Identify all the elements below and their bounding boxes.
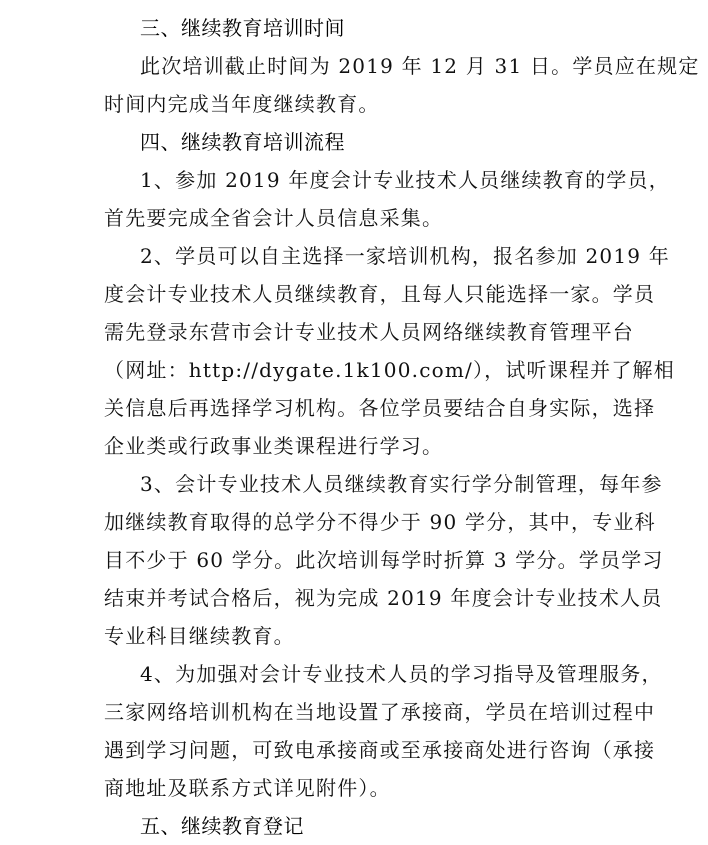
paragraph-line: 专业科目继续教育。 — [104, 624, 295, 648]
paragraph-line: 商地址及联系方式详见附件）。 — [104, 776, 391, 800]
section-heading-5: 五、继续教育登记 — [140, 814, 304, 838]
paragraph-line: 三家网络培训机构在当地设置了承接商，学员在培训过程中 — [104, 700, 656, 724]
paragraph-line: 4、为加强对会计专业技术人员的学习指导及管理服务， — [140, 662, 663, 686]
paragraph-line: 结束并考试合格后，视为完成 2019 年度会计专业技术人员 — [104, 586, 663, 610]
paragraph-line: 1、参加 2019 年度会计专业技术人员继续教育的学员， — [140, 168, 670, 192]
paragraph-line: 度会计专业技术人员继续教育，且每人只能选择一家。学员 — [104, 282, 656, 306]
section-heading-3: 三、继续教育培训时间 — [140, 16, 345, 40]
paragraph-line-url: （网址：http://dygate.1k100.com/），试听课程并了解相 — [104, 358, 675, 382]
paragraph-line: 加继续教育取得的总学分不得少于 90 学分，其中，专业科 — [104, 510, 656, 534]
paragraph-line: 企业类或行政事业类课程进行学习。 — [104, 434, 444, 458]
paragraph-line: 遇到学习问题，可致电承接商或至承接商处进行咨询（承接 — [104, 738, 656, 762]
paragraph-line: 目不少于 60 学分。此次培训每学时折算 3 学分。学员学习 — [104, 548, 664, 572]
paragraph-line: 时间内完成当年度继续教育。 — [104, 92, 380, 116]
paragraph-line: 需先登录东营市会计专业技术人员网络继续教育管理平台 — [104, 320, 634, 344]
paragraph-line: 此次培训截止时间为 2019 年 12 月 31 日。学员应在规定 — [140, 54, 700, 78]
paragraph-line: 首先要完成全省会计人员信息采集。 — [104, 206, 444, 230]
paragraph-line: 3、会计专业技术人员继续教育实行学分制管理，每年参 — [140, 472, 663, 496]
paragraph-line: 2、学员可以自主选择一家培训机构，报名参加 2019 年 — [140, 244, 670, 268]
paragraph-line: 关信息后再选择学习机构。各位学员要结合自身实际，选择 — [104, 396, 656, 420]
section-heading-4: 四、继续教育培训流程 — [140, 130, 345, 154]
